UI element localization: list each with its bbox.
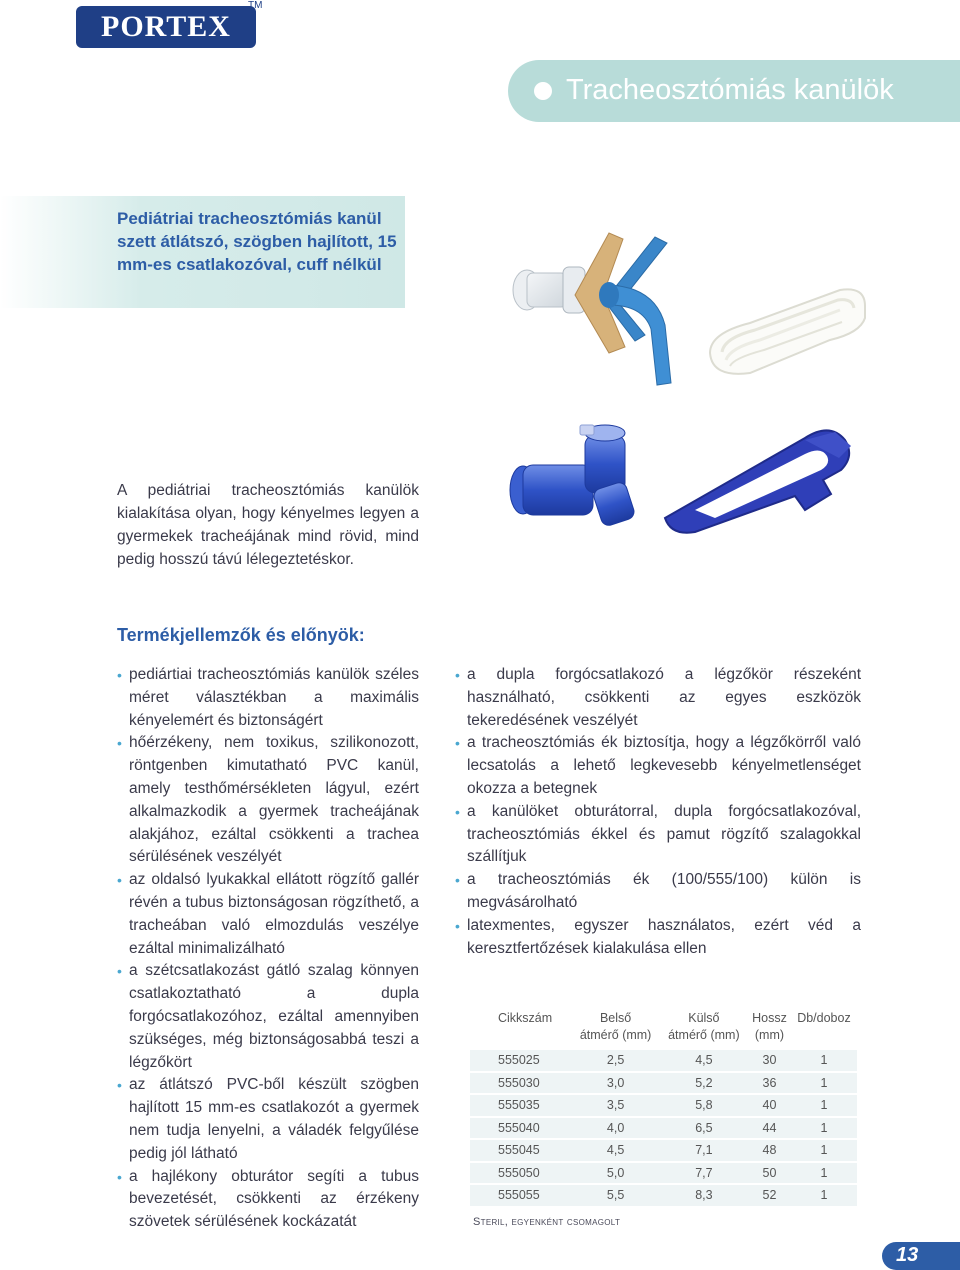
- bullet-icon: •: [455, 917, 460, 934]
- tracheostomy-wedge-icon: [655, 410, 860, 540]
- feature-item: • a tracheosztómiás ék (100/555/100) külön is megvásárolható: [455, 871, 861, 911]
- bullet-icon: •: [455, 872, 460, 889]
- portex-logo: [76, 6, 256, 48]
- product-table: [470, 1010, 857, 1208]
- feature-item: • a kanülöket obturátorral, dupla forgócsatlakozóval, tracheosztómiás ékkel és pamut rögzítő szalagokkal szállítjuk: [455, 802, 861, 866]
- feature-item: • hőérzékeny, nem toxikus, szilikonozott, röntgenben kimutatható PVC kanül, amely testhőmérsékleten lágyul, ezért alkalmazkodik a gyermek tracheájának alakjához, ezáltal csökkenti a trachea sérülésének veszélyét: [117, 734, 419, 866]
- feature-item: • az oldalsó lyukakkal ellátott rögzítő gallér révén a tubus biztonságosan rögzíthető, a tracheában való elmozdulás veszélye ezáltal minimalizálható: [117, 871, 419, 957]
- features-list-left: [117, 664, 419, 1234]
- column-header-item-number: Cikkszám: [498, 1011, 553, 1025]
- column-header-per-box: Db/doboz: [797, 1011, 851, 1025]
- bullet-icon: •: [117, 1077, 122, 1094]
- table-row: 555055 5,5 8,3 52 1: [470, 1184, 857, 1207]
- double-swivel-connector-icon: [505, 415, 660, 535]
- feature-item: • a tracheosztómiás ék biztosítja, hogy a légzőkörről való lecsatolás a lehető legkevesebb kényelmetlenséget okozza a betegnek: [455, 734, 861, 797]
- bullet-icon: •: [117, 1168, 122, 1185]
- intro-paragraph: A pediátriai tracheosztómiás kanülök kialakítása olyan, hogy kényelmes legyen a gyermekek tracheájának mind rövid, mind pedig hosszú távú lélegeztetéskor.: [117, 481, 419, 568]
- page-number-badge: [882, 1242, 960, 1270]
- bullet-icon: •: [117, 735, 122, 752]
- feature-item: • latexmentes, egyszer használatos, ezért véd a keresztfertőzések kialakulása ellen: [455, 916, 861, 957]
- cotton-tape-icon: [700, 278, 870, 388]
- feature-item: • az átlátszó PVC-ből készült szögben hajlított 15 mm-es csatlakozót a gyermek nem tudja lenyelni, a váladék felgyűlése pedig jól látható: [117, 1076, 419, 1162]
- feature-item: • a dupla forgócsatlakozó a légzőkör részeként használható, csökkenti az egyes eszközök tekeredésének veszélyét: [455, 666, 861, 729]
- column-header-outer-diameter: Külső átmérő (mm): [668, 1011, 740, 1042]
- column-header-length: Hossz (mm): [752, 1011, 787, 1042]
- column-header-inner-diameter: Belső átmérő (mm): [579, 1011, 652, 1042]
- table-row: 555030 3,0 5,2 36 1: [470, 1072, 857, 1095]
- table-header-row: [470, 1010, 857, 1050]
- features-heading: Termékjellemzők és előnyök:: [117, 625, 365, 645]
- trademark-mark: TM: [248, 0, 263, 11]
- table-row: 555050 5,0 7,7 50 1: [470, 1162, 857, 1185]
- feature-item: • pediártiai tracheosztómiás kanülök széles méret választékban a maximális kényelemért és biztonságért: [117, 666, 419, 729]
- page-number: 13: [896, 1244, 919, 1266]
- tracheostomy-cannula-icon: [505, 225, 730, 390]
- section-header-tab: [508, 60, 960, 122]
- product-title: Pediátriai tracheosztómiás kanül szett átlátszó, szögben hajlított, 15 mm-es csatlakozóval, cuff nélkül: [117, 209, 397, 274]
- bullet-icon: •: [117, 872, 122, 889]
- table-row: 555040 4,0 6,5 44 1: [470, 1117, 857, 1140]
- header-bullet-icon: [534, 82, 552, 100]
- bullet-icon: •: [455, 803, 460, 820]
- feature-item: • a hajlékony obturátor segíti a tubus bevezetését, csökkenti az érzékeny szövetek sérülésének kockázatát: [117, 1167, 419, 1231]
- table-row: 555045 4,5 7,1 48 1: [470, 1139, 857, 1162]
- section-title: Tracheosztómiás kanülök: [566, 74, 894, 106]
- feature-item: • a szétcsatlakozást gátló szalag könnyen csatlakoztatható a dupla forgócsatlakozóhoz, ezáltal amennyiben szükséges, még biztonságosabbá teszi a légzőkört: [117, 962, 419, 1071]
- table-row: 555035 3,5 5,8 40 1: [470, 1094, 857, 1117]
- features-list-right: [455, 664, 861, 960]
- table-note: Steril, egyenként csomagolt: [473, 1216, 621, 1228]
- table-row: 555025 2,5 4,5 30 1: [470, 1050, 857, 1072]
- bullet-icon: •: [455, 667, 460, 683]
- logo-text: PORTEX: [101, 10, 231, 43]
- bullet-icon: •: [455, 735, 460, 752]
- bullet-icon: •: [117, 963, 122, 980]
- bullet-icon: •: [117, 667, 122, 683]
